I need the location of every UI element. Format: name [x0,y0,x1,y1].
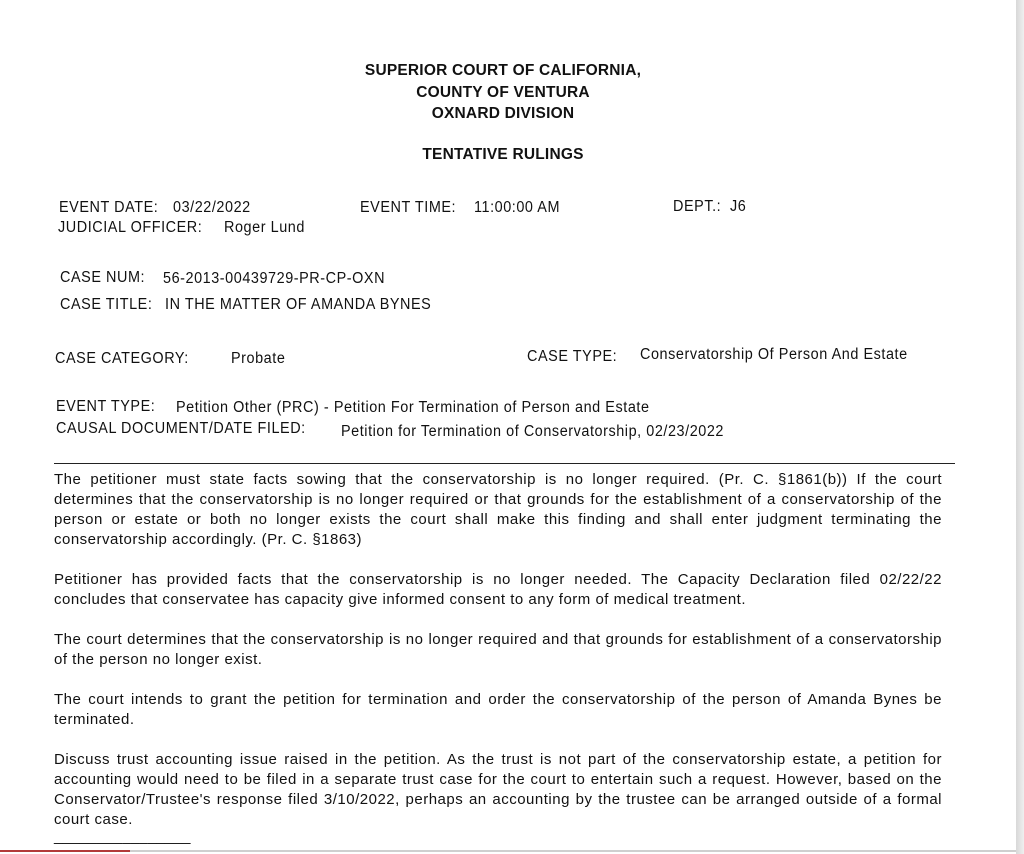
case-title-label: CASE TITLE: [60,296,153,313]
event-date-value: 03/22/2022 [173,199,251,216]
dept-label: DEPT.: [673,198,722,215]
case-category-label: CASE CATEGORY: [55,350,189,367]
case-type-label: CASE TYPE: [527,348,618,365]
ruling-paragraph-4: The court intends to grant the petition for termination and order the conservatorship of the person of Amanda Bynes be terminated. [54,691,942,728]
document-title: TENTATIVE RULINGS [422,146,584,163]
case-type-value: Conservatorship Of Person And Estate [640,346,908,363]
section-divider [54,463,955,464]
causal-document-label: CAUSAL DOCUMENT/DATE FILED: [56,420,306,437]
separator-line: ________________ [54,828,191,845]
ruling-paragraph-3: The court determines that the conservatorship is no longer required and that grounds for establishment of a conservatorship of the person no longer exist. [54,631,942,668]
event-time-label: EVENT TIME: [360,199,457,216]
event-type-label: EVENT TYPE: [56,398,156,415]
court-name: SUPERIOR COURT OF CALIFORNIA, [364,62,642,79]
ruling-paragraph-1: The petitioner must state facts sowing that the conservatorship is no longer required. (Pr. C. §1861(b)) If the court determines that the conservatorship is no longer required or that grounds for the establishment of a conservatorship of the person or estate or both no longer exists the court shall make this finding and shall enter judgment terminating the conservatorship accordingly. (Pr. C. §1863) [54,471,942,548]
causal-document-value: Petition for Termination of Conservatorship, 02/23/2022 [341,423,725,440]
case-num-value: 56-2013-00439729-PR-CP-OXN [163,270,386,287]
event-date-label: EVENT DATE: [59,199,159,216]
ruling-paragraph-2: Petitioner has provided facts that the conservatorship is no longer needed. The Capacity Declaration filed 02/22/22 concludes that conservatee has capacity give informed consent to any form of medical treatment. [54,571,942,608]
judicial-officer-value: Roger Lund [224,219,305,236]
page-bottom-accent [0,850,130,852]
ruling-paragraph-5: Discuss trust accounting issue raised in the petition. As the trust is not part of the conservatorship estate, a petition for accounting would need to be filed in a separate trust case for the court to entertain such a request. However, based on the Conservator/Trustee's response filed 3/10/2022, perhaps an accounting by the trustee can be arranged outside of a formal court case. [54,751,942,828]
dept-value: J6 [730,198,747,215]
judicial-officer-label: JUDICIAL OFFICER: [58,219,203,236]
case-title-value: IN THE MATTER OF AMANDA BYNES [165,296,432,313]
event-type-value: Petition Other (PRC) - Petition For Termination of Person and Estate [176,399,650,416]
case-num-label: CASE NUM: [60,269,146,286]
county-name: COUNTY OF VENTURA [416,84,590,101]
case-category-value: Probate [231,350,286,367]
division-name: OXNARD DIVISION [431,105,575,122]
event-time-value: 11:00:00 AM [474,199,561,216]
page-bottom-border [0,850,1016,852]
page-edge-shadow [1016,0,1024,854]
